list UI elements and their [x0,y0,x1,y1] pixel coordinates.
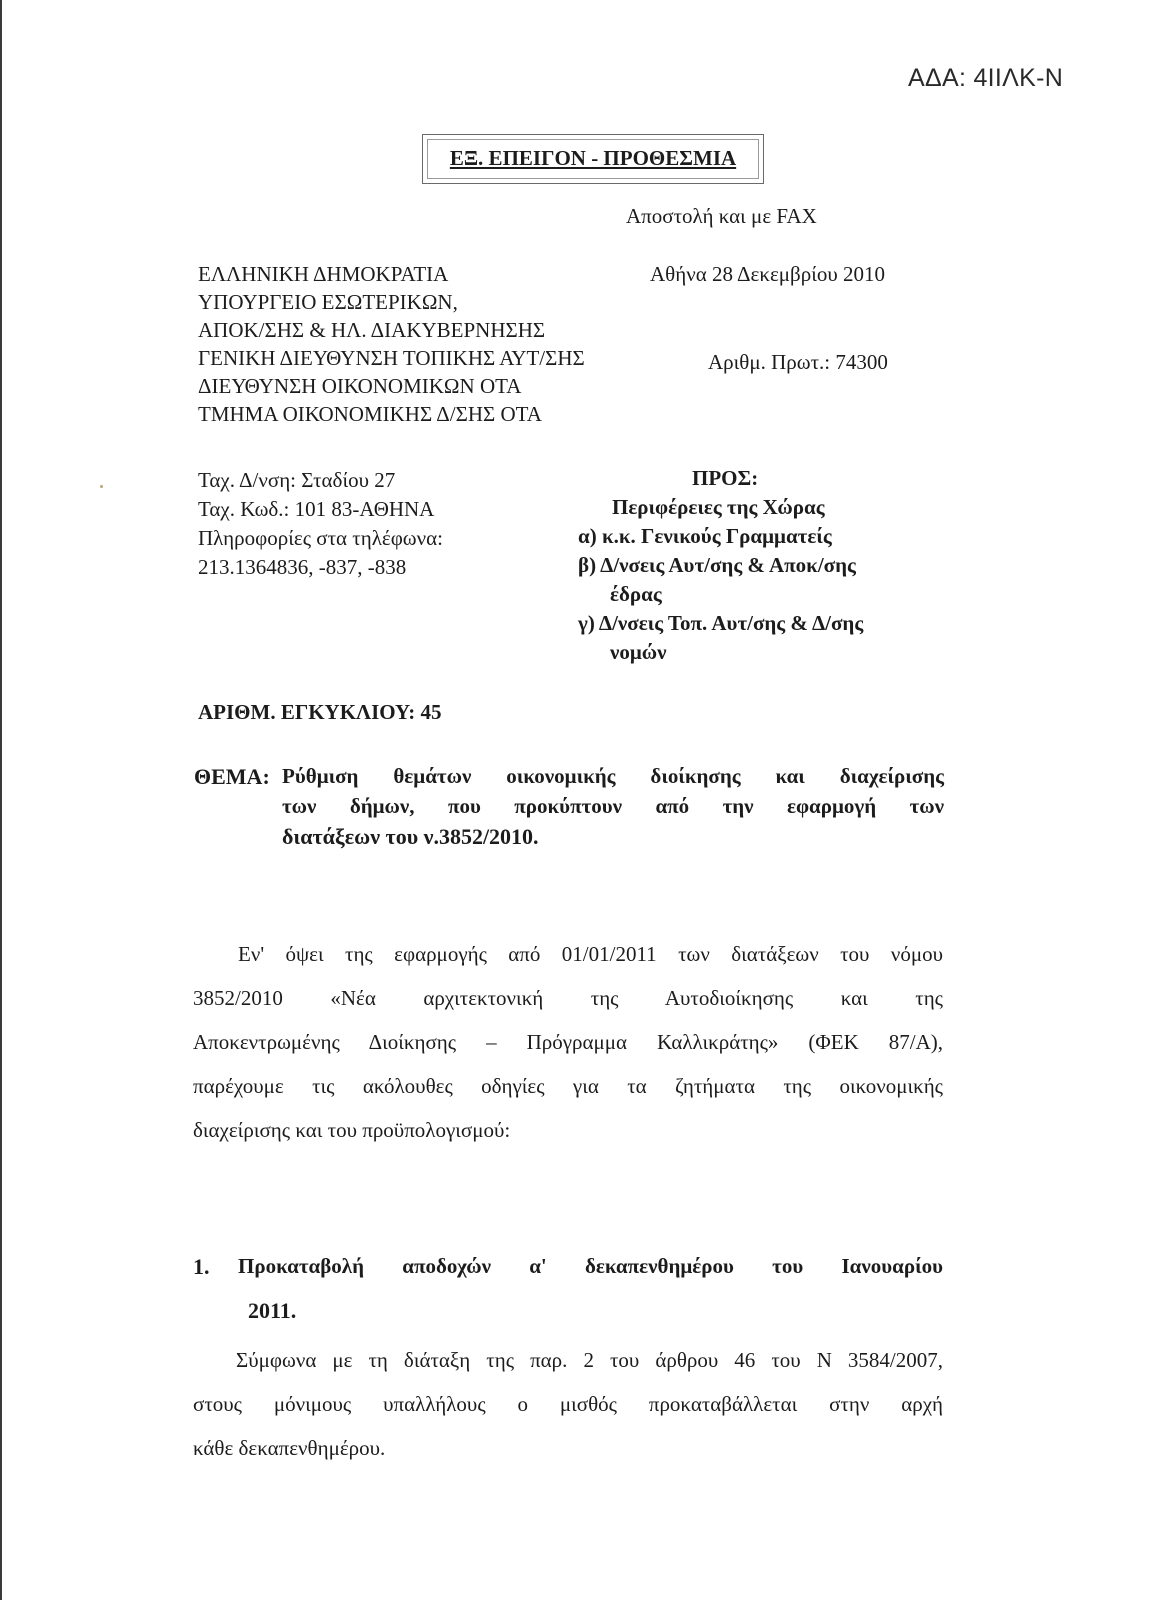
urgent-stamp-text: ΕΞ. ΕΠΕΙΓΟΝ - ΠΡΟΘΕΣΜΙΑ [449,146,737,170]
scan-speck [100,485,103,488]
intro-line: Αποκεντρωμένης Διοίκησης – Πρόγραμμα Καλλικράτης» (ΦΕΚ 87/Α), [193,1030,943,1054]
intro-line: παρέχουμε τις ακόλουθες οδηγίες για τα ζητήματα της οικονομικής [193,1074,943,1098]
section1-title-line: 2011. [248,1298,297,1323]
protocol-number: Αριθμ. Πρωτ.: 74300 [708,350,888,374]
sender-line: ΤΜΗΜΑ ΟΙΚΟΝΟΜΙΚΗΣ Δ/ΣΗΣ ΟΤΑ [198,402,542,426]
sender-line: ΓΕΝΙΚΗ ΔΙΕΥΘΥΝΣΗ ΤΟΠΙΚΗΣ ΑΥΤ/ΣΗΣ [198,346,585,370]
intro-line: 3852/2010 «Νέα αρχιτεκτονική της Αυτοδιοίκησης και της [193,986,943,1010]
subject-line: διατάξεων του ν.3852/2010. [282,824,539,849]
subject-line: Ρύθμιση θεμάτων οικονομικής διοίκησης και διαχείρισης [282,764,944,788]
section1-body-line: στους μόνιμους υπαλλήλους ο μισθός προκαταβάλλεται στην αρχή [193,1392,943,1416]
sender-line: ΔΙΕΥΘΥΝΣΗ ΟΙΚΟΝΟΜΙΚΩΝ ΟΤΑ [198,374,522,398]
sender-line: ΕΛΛΗΝΙΚΗ ΔΗΜΟΚΡΑΤΙΑ [198,262,449,286]
sender-line: ΑΠΟΚ/ΣΗΣ & ΗΛ. ΔΙΑΚΥΒΕΡΝΗΣΗΣ [198,318,546,342]
recipient-line: β) Δ/νσεις Αυτ/σης & Αποκ/σης [578,553,856,577]
scan-edge [0,0,2,1600]
intro-line: διαχείρισης και του προϋπολογισμού: [193,1118,511,1142]
section1-body-line: κάθε δεκαπενθημέρου. [193,1436,386,1460]
recipient-line: α) κ.κ. Γενικούς Γραμματείς [578,524,832,548]
section1-title-line: Προκαταβολή αποδοχών α' δεκαπενθημέρου του Ιανουαρίου [238,1254,943,1278]
urgent-stamp-box [422,134,764,184]
recipient-line: νομών [610,640,667,664]
recipient-line: έδρας [610,582,662,606]
section1-number: 1. [193,1254,210,1279]
contact-line: Πληροφορίες στα τηλέφωνα: [198,526,443,550]
contact-line: 213.1364836, -837, -838 [198,555,407,579]
recipients-heading: ΠΡΟΣ: [692,466,759,490]
sender-line: ΥΠΟΥΡΓΕΙΟ ΕΣΩΤΕΡΙΚΩΝ, [198,290,458,314]
contact-line: Ταχ. Δ/νση: Σταδίου 27 [198,468,396,492]
recipient-line: γ) Δ/νσεις Τοπ. Αυτ/σης & Δ/σης [578,611,864,635]
section1-body-line: Σύμφωνα με τη διάταξη της παρ. 2 του άρθρου 46 του Ν 3584/2007, [236,1348,943,1372]
subject-line: των δήμων, που προκύπτουν από την εφαρμογή των [282,794,944,818]
contact-line: Ταχ. Κωδ.: 101 83-ΑΘΗΝΑ [198,497,435,521]
intro-line: Εν' όψει της εφαρμογής από 01/01/2011 των διατάξεων του νόμου [238,942,943,966]
fax-note: Αποστολή και με FAX [626,204,817,228]
subject-label: ΘΕΜΑ: [194,764,270,789]
recipient-line: Περιφέρειες της Χώρας [612,495,825,519]
ada-code: ΑΔΑ: 4ΙΙΛΚ-Ν [908,64,1064,92]
letter-date: Αθήνα 28 Δεκεμβρίου 2010 [650,262,885,286]
circular-number: ΑΡΙΘΜ. ΕΓΚΥΚΛΙΟΥ: 45 [198,700,442,724]
